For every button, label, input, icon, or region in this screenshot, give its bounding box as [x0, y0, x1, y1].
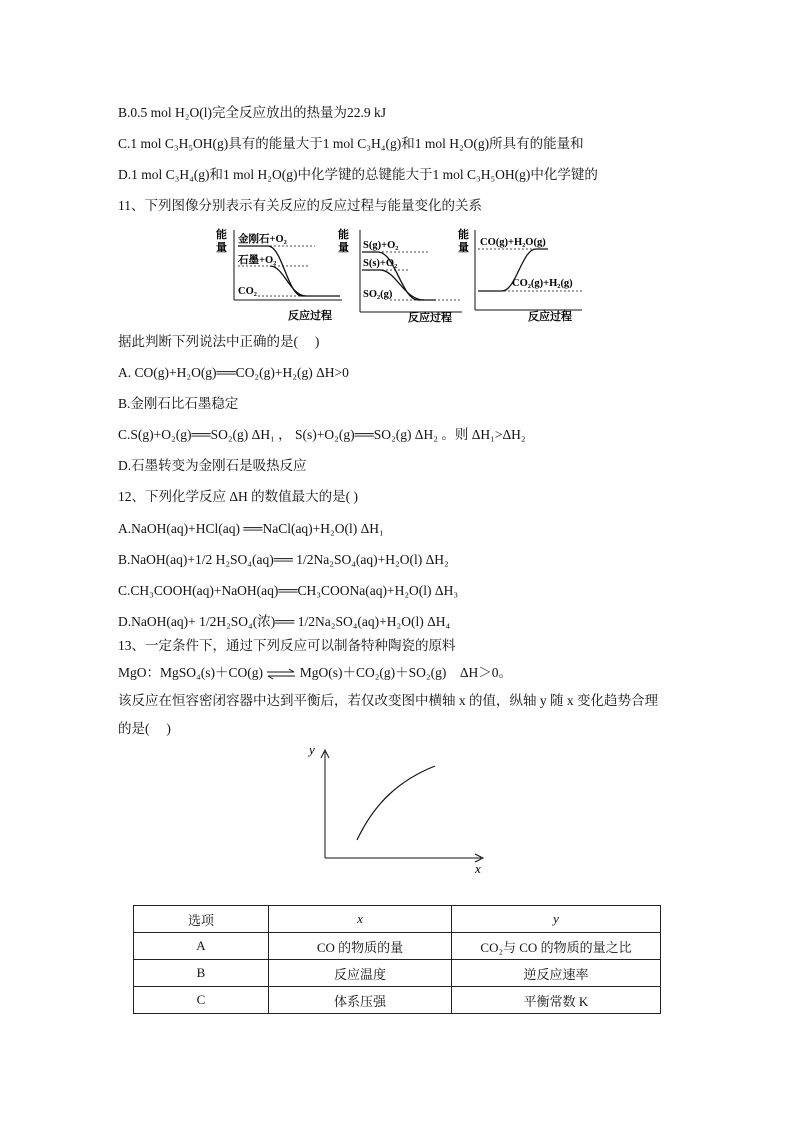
trend-graph: [305, 740, 495, 875]
table-cell: 逆反应速率: [452, 960, 661, 987]
q13-equation: [118, 664, 512, 682]
q12-option-c: C.CH₃COOH(aq)+NaOH(aq)══CH₃COONa(aq)+H₂O(l) ΔH₃: [118, 583, 459, 598]
table-cell: 反应温度: [269, 960, 452, 987]
d1-bottom-label: CO₂: [238, 286, 257, 297]
energy-label-1a: 能: [216, 229, 227, 241]
table-header-row: [134, 906, 661, 933]
q11-option-c: C.S(g)+O₂(g)══SO₂(g) ΔH₁ ， S(s)+O₂(g)══SO₂(g) ΔH₂ 。则 ΔH₁>ΔH₂: [118, 427, 526, 442]
options-table: [133, 905, 661, 1014]
trend-curve: [357, 766, 435, 840]
d2-bottom-label: SO₂(g): [363, 289, 393, 300]
table-header-option: 选项: [134, 906, 269, 933]
q12-option-b: B.NaOH(aq)+1/2 H₂SO₄(aq)══ 1/2Na₂SO₄(aq)+H₂O(l) ΔH₂: [118, 552, 449, 567]
option-d-line: D.1 mol C₃H₄(g)和1 mol H₂O(g)中化学键的总键能大于1 mol C₃H₅OH(g)中化学键的: [118, 167, 598, 182]
d2-mid-label: S(s)+O₂: [363, 258, 398, 269]
q11-option-a: A. CO(g)+H₂O(g)══CO₂(g)+H₂(g) ΔH>0: [118, 365, 349, 380]
equilibrium-arrow-icon: [266, 668, 296, 680]
energy-label-1b: 量: [216, 242, 227, 254]
table-cell: CO 的物质的量: [269, 933, 452, 960]
q12-option-d: D.NaOH(aq)+ 1/2H₂SO₄(浓)══ 1/2Na₂SO₄(aq)+H₂O(l) ΔH₄: [118, 614, 451, 629]
table-cell: A: [134, 933, 269, 960]
question-12-stem: 12、下列化学反应 ΔH 的数值最大的是( ): [118, 489, 359, 504]
energy-diagram-2: [338, 227, 462, 324]
table-cell: 体系压强: [269, 987, 452, 1014]
question-13-stem: 13、一定条件下，通过下列反应可以制备特种陶瓷的原料: [118, 638, 456, 653]
energy-diagram-3: [458, 227, 582, 323]
graph-y-label: y: [309, 742, 315, 757]
energy-label-3a: 能: [458, 229, 469, 241]
option-c-line: C.1 mol C₃H₅OH(g)具有的能量大于1 mol C₃H₄(g)和1 mol H₂O(g)所具有的能量和: [118, 136, 584, 151]
d2-top-label: S(g)+O₂: [363, 240, 399, 251]
energy-diagram-1: [216, 227, 342, 322]
table-header-y: y: [452, 906, 661, 933]
table-cell: C: [134, 987, 269, 1014]
table-cell: CO₂与 CO 的物质的量之比: [452, 933, 661, 960]
energy-label-2a: 能: [338, 229, 349, 241]
d3-top-label: CO(g)+H₂O(g): [480, 237, 546, 248]
d1-top-label: 金刚石+O₂: [238, 234, 287, 245]
q13-equation-left: MgO：MgSO₄(s)＋CO(g): [118, 665, 263, 680]
energy-label-2b: 量: [338, 242, 349, 254]
d2-process-label: 反应过程: [408, 312, 452, 324]
q13-prompt: 的是( ): [118, 721, 171, 736]
q13-description: 该反应在恒容密闭容器中达到平衡后，若仅改变图中横轴 x 的值，纵轴 y 随 x 变化趋势合理: [118, 693, 658, 708]
d1-mid-label: 石墨+O₂: [238, 255, 277, 266]
q11-option-b: B.金刚石比石墨稳定: [118, 396, 239, 411]
table-cell: B: [134, 960, 269, 987]
q13-equation-right: MgO(s)＋CO₂(g)＋SO₂(g) ΔH＞0。: [299, 665, 513, 680]
energy-diagrams: [210, 224, 590, 324]
table-header-x: x: [269, 906, 452, 933]
d1-process-label: 反应过程: [288, 310, 332, 322]
graph-x-label: x: [475, 861, 481, 875]
table-row: [134, 987, 661, 1014]
question-11-stem: 11、下列图像分别表示有关反应的反应过程与能量变化的关系: [118, 198, 482, 213]
table-row: [134, 960, 661, 987]
energy-label-3b: 量: [458, 242, 469, 254]
q12-option-a: A.NaOH(aq)+HCl(aq) ══NaCl(aq)+H₂O(l) ΔH₁: [118, 521, 384, 536]
option-b-line: B.0.5 mol H₂O(l)完全反应放出的热量为22.9 kJ: [118, 105, 386, 120]
table-cell: 平衡常数 K: [452, 987, 661, 1014]
question-11-prompt: 据此判断下列说法中正确的是( ): [118, 334, 320, 349]
d3-process-label: 反应过程: [528, 311, 572, 323]
table-row: [134, 933, 661, 960]
d3-bottom-label: CO₂(g)+H₂(g): [512, 278, 573, 289]
q11-option-d: D.石墨转变为金刚石是吸热反应: [118, 458, 307, 473]
